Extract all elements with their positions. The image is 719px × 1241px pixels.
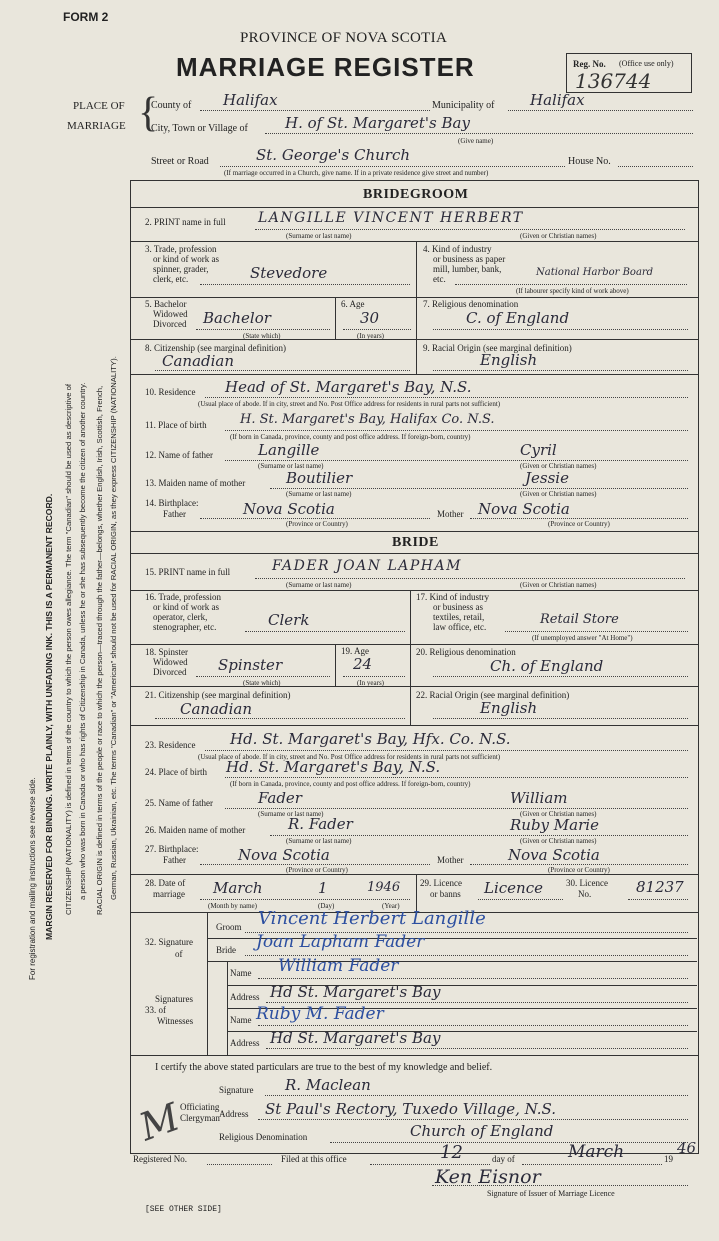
m28-day-note: (Day) (318, 902, 335, 910)
bride-section-title: BRIDE (392, 535, 439, 550)
b23-note: (Usual place of abode. If in city, street and No. Post Office address for residents in rural parts not sufficient) (198, 753, 501, 761)
b18-label-b: Widowed (153, 657, 188, 667)
issuer-signature: Ken Eisnor (435, 1166, 541, 1188)
g12-label: 12. Name of father (145, 450, 213, 460)
bride-father-surname: Fader (258, 789, 302, 807)
city-value: H. of St. Margaret's Bay (285, 114, 470, 132)
m28-month-note: (Month by name) (208, 902, 257, 910)
b27-prov-note-2: (Province or Country) (548, 866, 610, 874)
g13-given-note: (Given or Christian names) (520, 490, 597, 498)
b25-label: 25. Name of father (145, 798, 213, 808)
w1-address-label: Address (230, 992, 260, 1002)
g14-mother-label: Mother (437, 509, 464, 519)
m30-label-b: No. (578, 889, 592, 899)
b24-note: (If born in Canada, province, county and post office address. If foreign-born, country) (230, 780, 471, 788)
g5-label: 5. Bachelor (145, 299, 187, 309)
b24-label: 24. Place of birth (145, 767, 207, 777)
marriage-day: 1 (318, 879, 328, 897)
place-brace: { (138, 90, 159, 136)
groom-signature: Vincent Herbert Langille (258, 908, 486, 929)
g7-label: 7. Religious denomination (423, 299, 519, 309)
b17-label-c: textiles, retail, (433, 612, 485, 622)
groom-religion: C. of England (466, 309, 570, 327)
licence-number: 81237 (636, 878, 684, 896)
g14-father-label: Father (163, 509, 186, 519)
b17-label-b: or business as (433, 602, 483, 612)
m29-label: 29. Licence (420, 878, 462, 888)
b16-label: 16. Trade, profession (145, 592, 221, 602)
county-value: Halifax (223, 91, 278, 109)
b18-note: (State which) (243, 679, 281, 687)
g3-label-c: spinner, grader, (153, 264, 209, 274)
g4-note: (If labourer specify kind of work above) (516, 287, 629, 295)
b15-surname-note: (Surname or last name) (286, 581, 352, 589)
g5-note: (State which) (243, 332, 281, 340)
reg-no-note: (Office use only) (619, 59, 674, 68)
groom-mother-surname: Boutilier (286, 469, 353, 487)
b16-label-d: stenographer, etc. (153, 622, 217, 632)
clergy-sig-label: Signature (219, 1085, 254, 1095)
g-surname-note: (Surname or last name) (286, 232, 352, 240)
bride-signature: Joan Lapham Fader (256, 932, 425, 952)
g3-label-d: clerk, etc. (153, 274, 189, 284)
witness1-address: Hd St. Margaret's Bay (270, 983, 441, 1001)
bride-mother-bp: Nova Scotia (508, 846, 600, 864)
b25-surname-note: (Surname or last name) (258, 810, 324, 818)
groom-status: Bachelor (203, 309, 271, 327)
g11-label: 11. Place of birth (145, 420, 207, 430)
w2-address-label: Address (230, 1038, 260, 1048)
groom-father-bp: Nova Scotia (243, 500, 335, 518)
witness1-name: William Fader (278, 956, 399, 976)
bride-sig-label: Bride (216, 945, 236, 955)
bride-age: 24 (353, 655, 373, 673)
denomination-label: Religious Denomination (219, 1132, 308, 1142)
b25-given-note: (Given or Christian names) (520, 810, 597, 818)
b18-label: 18. Spinster (145, 647, 189, 657)
bride-trade: Clerk (268, 611, 310, 629)
g3-label-b: or kind of work as (153, 254, 219, 264)
clergy-denomination: Church of England (410, 1122, 554, 1140)
clergyman-label: Clergyman (180, 1113, 220, 1123)
s33-label-b: 33. of (145, 1005, 166, 1015)
bride-mother-surname: R. Fader (288, 815, 353, 833)
b18-label-c: Divorced (153, 667, 187, 677)
margin-racial-2: German, Russian, Ukrainian, etc. The terms "Canadian" or "American" should not be used for RACIAL ORIGIN, as they express CITIZENSHIP (NATIONALITY). (109, 356, 118, 900)
licence-or-banns: Licence (484, 879, 543, 897)
witness2-address: Hd St. Margaret's Bay (270, 1029, 441, 1047)
groom-trade: Stevedore (250, 264, 328, 282)
bride-residence: Hd. St. Margaret's Bay, Hfx. Co. N.S. (230, 730, 511, 748)
g4-label-b: or business as paper (433, 254, 506, 264)
b26-label: 26. Maiden name of mother (145, 825, 246, 835)
year-prefix: 19 (664, 1154, 673, 1164)
street-label: Street or Road (151, 156, 209, 167)
city-label: City, Town or Village of (151, 123, 248, 134)
b27-prov-note-1: (Province or Country) (286, 866, 348, 874)
w1-name-label: Name (230, 968, 252, 978)
margin-citizenship-2: a person who was born in Canada or who has rights of Citizenship in Canada, unless he or she has subsequently become the citizen of another country. (78, 382, 87, 900)
clergy-address: St Paul's Rectory, Tuxedo Village, N.S. (265, 1100, 557, 1118)
groom-name: LANGILLE VINCENT HERBERT (258, 210, 524, 226)
g14-prov-note-1: (Province or Country) (286, 520, 348, 528)
s32-label: 32. Signature (145, 937, 193, 947)
g4-label-d: etc. (433, 274, 446, 284)
groom-citizenship: Canadian (162, 352, 235, 370)
margin-racial-1: RACIAL ORIGIN is defined in terms of the people or race to which the person—traced through the father—belongs, whether English, Irish, Scottish, French, (95, 385, 104, 915)
g14-prov-note-2: (Province or Country) (548, 520, 610, 528)
filed-month: March (568, 1142, 625, 1162)
groom-sig-label: Groom (216, 922, 242, 932)
municipality-value: Halifax (530, 91, 585, 109)
m28-year-note: (Year) (382, 902, 400, 910)
marriage-month: March (213, 879, 263, 897)
street-note: (If marriage occurred in a Church, give name. If in a private residence give street and number) (224, 169, 489, 177)
reg-no-label: Reg. No. (573, 59, 606, 69)
groom-father-given: Cyril (520, 441, 557, 459)
s33-label-a: Signatures (155, 994, 193, 1004)
g12-given-note: (Given or Christian names) (520, 462, 597, 470)
b21-label: 21. Citizenship (see marginal definition) (145, 690, 291, 700)
clergy-signature: R. Maclean (285, 1076, 371, 1094)
groom-mother-given: Jessie (525, 469, 569, 487)
page-title: MARRIAGE REGISTER (176, 52, 475, 82)
b15-label: 15. PRINT name in full (145, 567, 231, 577)
officiating-label: Officiating (180, 1102, 220, 1112)
bride-mother-given: Ruby Marie (510, 816, 599, 834)
groom-birthplace: H. St. Margaret's Bay, Halifax Co. N.S. (240, 412, 495, 427)
b27-label: 27. Birthplace: (145, 844, 199, 854)
b16-label-b: or kind of work as (153, 602, 219, 612)
certification-text: I certify the above stated particulars are true to the best of my knowledge and belief. (155, 1062, 493, 1073)
b15-given-note: (Given or Christian names) (520, 581, 597, 589)
issuer-label: Signature of Issuer of Marriage Licence (487, 1189, 615, 1198)
form-number: FORM 2 (63, 10, 109, 24)
b17-note: (If unemployed answer "At Home") (532, 634, 633, 642)
g6-note: (In years) (357, 332, 385, 340)
g10-label: 10. Residence (145, 387, 196, 397)
b20-label: 20. Religious denomination (416, 647, 516, 657)
day-of-label: day of (492, 1154, 515, 1164)
margin-binding: MARGIN RESERVED FOR BINDING. WRITE PLAINLY, WITH UNFADING INK. THIS IS A PERMANENT RECORD. (44, 493, 54, 940)
groom-age: 30 (360, 309, 380, 327)
m29-label-b: or banns (430, 889, 461, 899)
province-heading: PROVINCE OF NOVA SCOTIA (240, 30, 448, 46)
place-of-label: PLACE OF (73, 100, 125, 112)
g8-label: 8. Citizenship (see marginal definition) (145, 343, 287, 353)
bride-father-bp: Nova Scotia (238, 846, 330, 864)
see-other-side: [SEE OTHER SIDE] (145, 1205, 222, 1214)
b23-label: 23. Residence (145, 740, 196, 750)
groom-residence: Head of St. Margaret's Bay, N.S. (225, 378, 472, 396)
reg-no-box (566, 53, 692, 93)
g11-note: (If born in Canada, province, county and post office address. If foreign-born, country) (230, 433, 471, 441)
city-note: (Give name) (458, 137, 494, 145)
bride-industry: Retail Store (540, 612, 619, 627)
g14-label: 14. Birthplace: (145, 498, 199, 508)
bride-citizenship: Canadian (180, 700, 253, 718)
b22-label: 22. Racial Origin (see marginal definition) (416, 690, 570, 700)
marriage-year: 1946 (367, 880, 401, 895)
groom-section-title: BRIDEGROOM (363, 187, 469, 202)
m28-label: 28. Date of (145, 878, 186, 888)
b19-label: 19. Age (341, 646, 369, 656)
witness2-name: Ruby M. Fader (256, 1004, 384, 1024)
g2-label: 2. PRINT name in full (145, 217, 226, 227)
b16-label-c: operator, clerk, (153, 612, 208, 622)
bride-father-given: William (510, 789, 568, 807)
g10-note: (Usual place of abode. If in city, street and No. Post Office address for residents in rural parts not sufficient) (198, 400, 501, 408)
b27-mother-label: Mother (437, 855, 464, 865)
clergy-address-label: Address (219, 1109, 249, 1119)
groom-industry: National Harbor Board (536, 267, 654, 278)
margin-citizenship-1: CITIZENSHIP (NATIONALITY) is defined in terms of the country to which the person owes allegiance. The term "Canadian" should be used as descriptive of (64, 383, 73, 915)
g9-label: 9. Racial Origin (see marginal definition) (423, 343, 572, 353)
g4-label-c: mill, lumber, bank, (433, 264, 502, 274)
w2-name-label: Name (230, 1015, 252, 1025)
b17-label: 17. Kind of industry (416, 592, 489, 602)
marriage-label: MARRIAGE (67, 120, 126, 132)
g12-surname-note: (Surname or last name) (258, 462, 324, 470)
house-label: House No. (568, 156, 611, 167)
g4-label: 4. Kind of industry (423, 244, 492, 254)
b27-father-label: Father (163, 855, 186, 865)
bride-racial: English (480, 699, 538, 717)
filed-label: Filed at this office (281, 1154, 347, 1164)
m28-label-b: marriage (153, 889, 185, 899)
margin-instructions: For registration and mailing instructions see reverse side. (28, 777, 37, 980)
registered-no-label: Registered No. (133, 1154, 187, 1164)
g13-surname-note: (Surname or last name) (286, 490, 352, 498)
b26-given-note: (Given or Christian names) (520, 837, 597, 845)
g5-label-c: Divorced (153, 319, 187, 329)
bride-birthplace: Hd. St. Margaret's Bay, N.S. (226, 758, 441, 776)
bride-religion: Ch. of England (490, 657, 604, 675)
g-given-note: (Given or Christian names) (520, 232, 597, 240)
b17-label-d: law office, etc. (433, 622, 487, 632)
municipality-label: Municipality of (432, 100, 495, 111)
g3-label: 3. Trade, profession (145, 244, 217, 254)
groom-racial: English (480, 351, 538, 369)
s33-label-c: Witnesses (157, 1016, 194, 1026)
filed-day: 12 (440, 1142, 463, 1163)
b26-surname-note: (Surname or last name) (286, 837, 352, 845)
b19-note: (In years) (357, 679, 385, 687)
g13-label: 13. Maiden name of mother (145, 478, 246, 488)
reg-no-value: 136744 (575, 69, 652, 93)
g5-label-b: Widowed (153, 309, 188, 319)
g6-label: 6. Age (341, 299, 365, 309)
groom-mother-bp: Nova Scotia (478, 500, 570, 518)
filed-year: 46 (677, 1139, 697, 1157)
s32-label-b: of (175, 949, 183, 959)
bride-status: Spinster (218, 656, 283, 674)
m30-label: 30. Licence (566, 878, 608, 888)
initials-mark: M (133, 1094, 186, 1150)
street-value: St. George's Church (256, 146, 410, 164)
county-label: County of (151, 100, 192, 111)
groom-father-surname: Langille (258, 441, 320, 459)
bride-name: FADER JOAN LAPHAM (272, 558, 462, 574)
